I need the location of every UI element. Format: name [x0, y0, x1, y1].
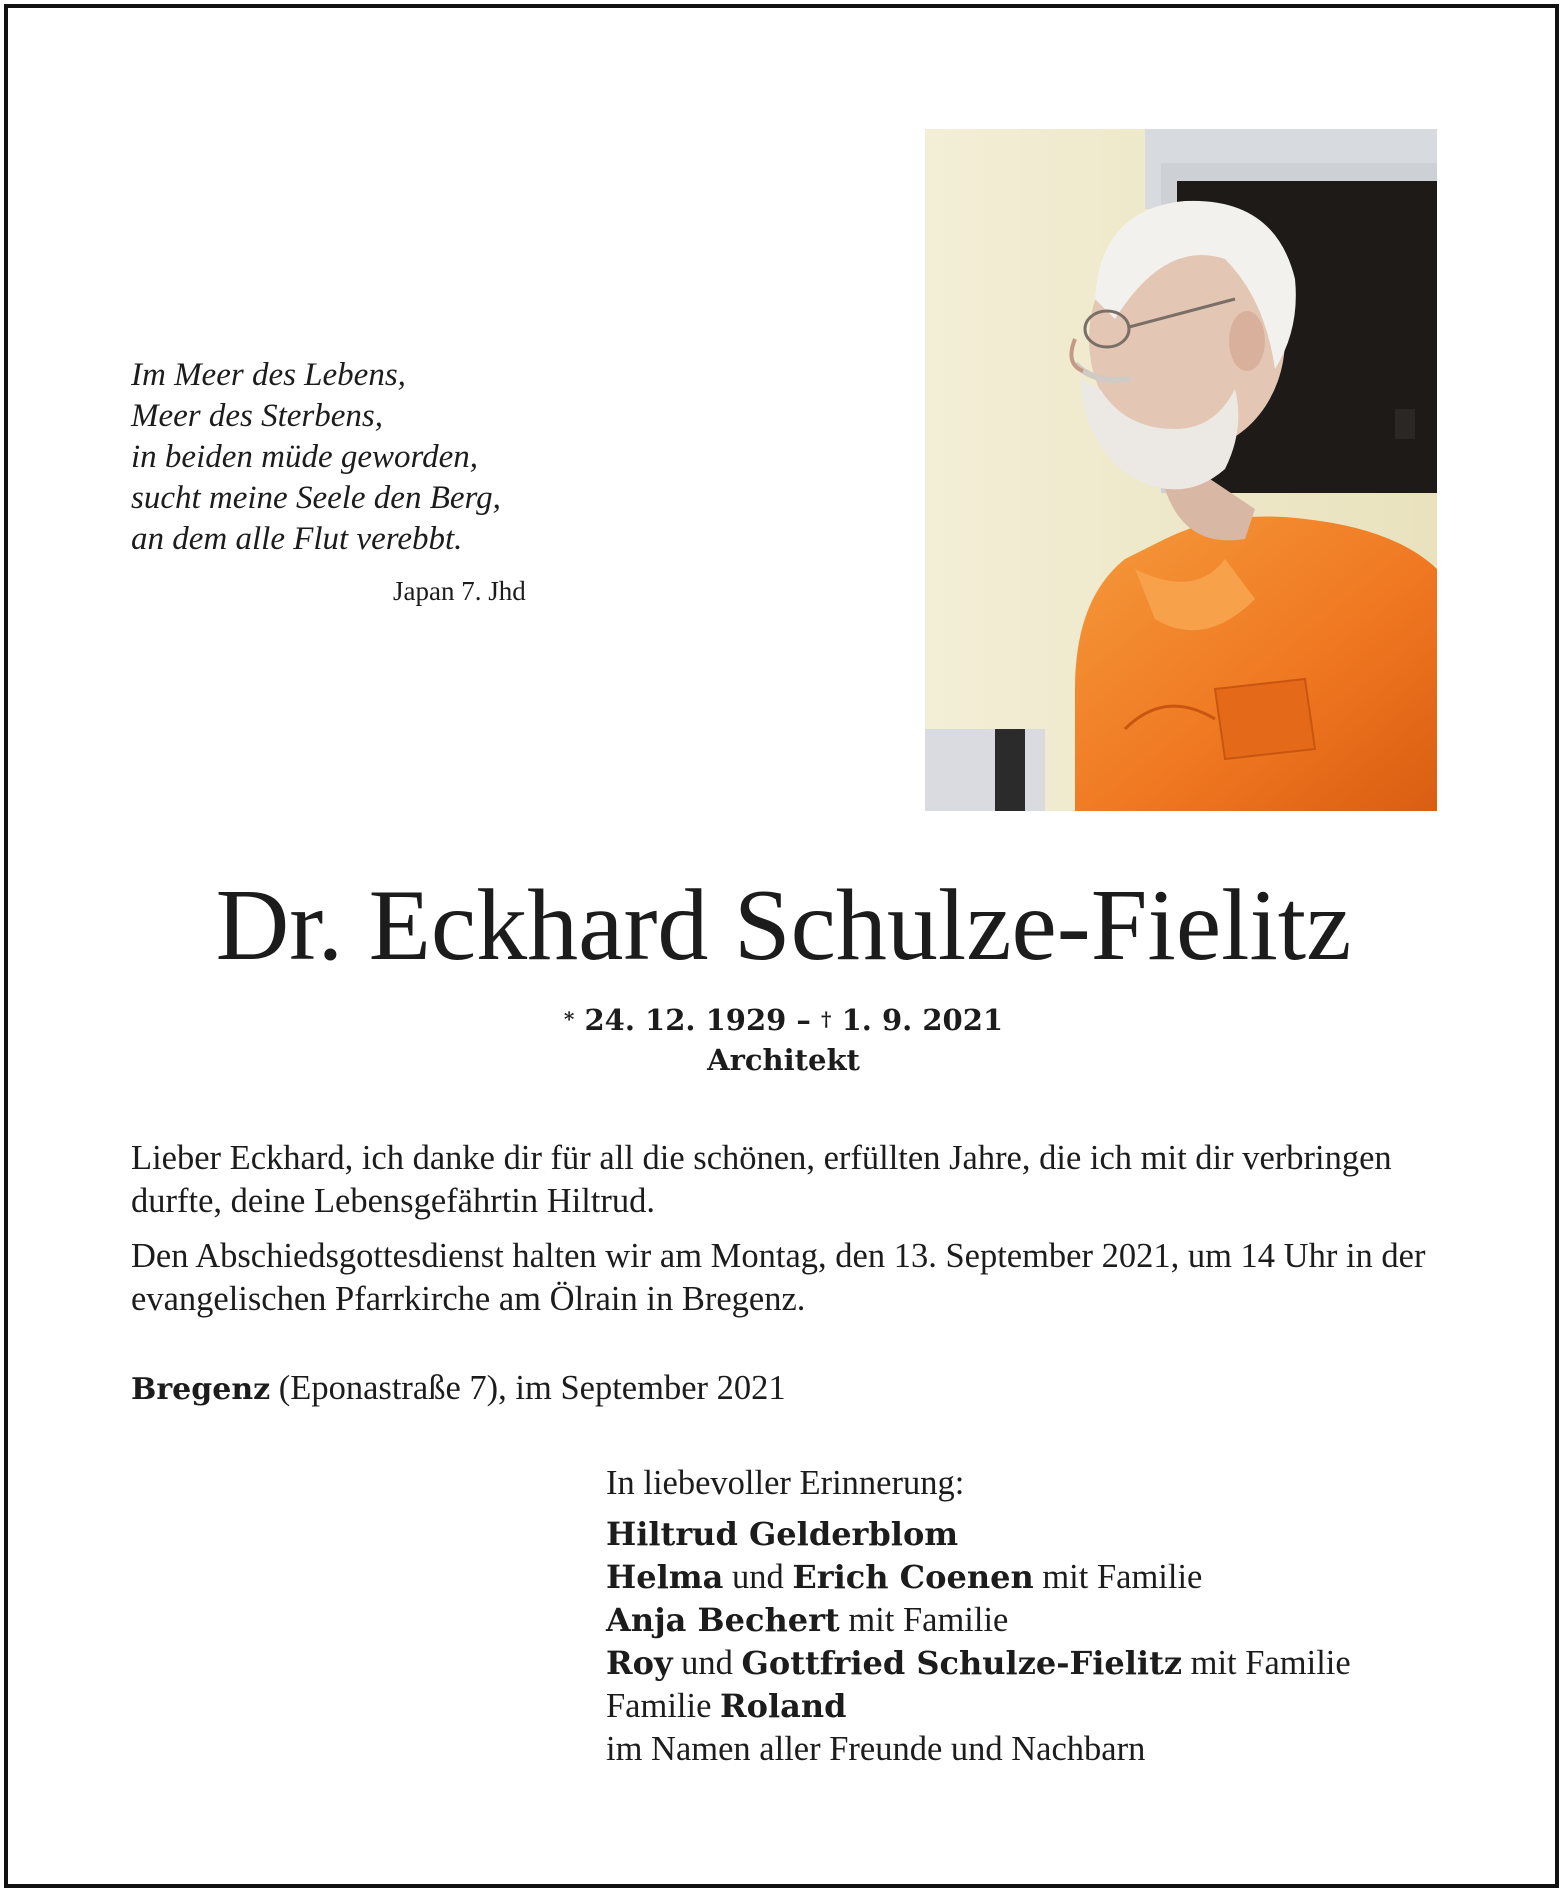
mourners-intro: In liebevoller Erinnerung:: [606, 1464, 965, 1502]
mourner-name: Hiltrud Gelderblom: [606, 1515, 959, 1553]
mourner-line: [606, 1642, 1506, 1685]
mourner-suffix: mit Familie: [839, 1601, 1009, 1639]
mourner-conj: und: [723, 1558, 793, 1596]
poem-line: in beiden müde geworden,: [131, 439, 479, 475]
mourner-name: Helma: [606, 1558, 724, 1596]
mourner-name: Roy: [606, 1644, 673, 1682]
mourner-name: Gottfried Schulze-Fielitz: [741, 1644, 1183, 1682]
place-date-line: [131, 1369, 786, 1408]
poem: [131, 355, 581, 560]
death-symbol: †: [821, 1007, 832, 1031]
mourners-list: [606, 1462, 1506, 1771]
mourner-line: [606, 1556, 1506, 1599]
mourner-line: im Namen aller Freunde und Nachbarn: [606, 1730, 1146, 1768]
mourner-line: [606, 1599, 1506, 1642]
mourner-name: Anja Bechert: [606, 1601, 840, 1639]
birth-date: 24. 12. 1929: [584, 1003, 787, 1037]
mourner-suffix: mit Familie: [1182, 1644, 1351, 1682]
mourner-suffix: mit Familie: [1033, 1558, 1203, 1596]
message-body: [131, 1137, 1441, 1333]
mourner-line: [606, 1685, 1506, 1728]
poem-line: sucht meine Seele den Berg,: [131, 480, 501, 516]
life-dates: [0, 1002, 1567, 1041]
mourner-name: Roland: [720, 1687, 847, 1725]
message-paragraph: Lieber Eckhard, ich danke dir für all die schönen, erfüllten Jahre, die ich mit dir verbringen durfte, deine Lebensgefährtin Hiltrud.: [131, 1139, 1392, 1220]
mourner-line: [606, 1513, 1506, 1556]
message-paragraph: Den Abschiedsgottesdienst halten wir am Montag, den 13. September 2021, um 14 Uhr in der evangelischen Pfarrkirche am Ölrain in Bregenz.: [131, 1237, 1426, 1318]
place-city: Bregenz: [131, 1372, 271, 1407]
mourner-conj: und: [672, 1644, 742, 1682]
place-rest: (Eponastraße 7), im September 2021: [270, 1369, 786, 1407]
date-separator: –: [796, 1003, 811, 1037]
poem-line: Im Meer des Lebens,: [131, 357, 406, 393]
portrait-photo: [925, 129, 1437, 811]
birth-symbol: *: [563, 1007, 575, 1031]
death-date: 1. 9. 2021: [841, 1003, 1004, 1037]
deceased-name: Dr. Eckhard Schulze-Fielitz: [215, 869, 1352, 982]
mourner-prefix: Familie: [606, 1687, 721, 1725]
poem-source: Japan 7. Jhd: [393, 576, 526, 606]
mourner-name: Erich Coenen: [792, 1558, 1034, 1596]
profession: Architekt: [707, 1043, 860, 1077]
poem-line: Meer des Sterbens,: [131, 398, 384, 434]
poem-line: an dem alle Flut verebbt.: [131, 521, 463, 557]
